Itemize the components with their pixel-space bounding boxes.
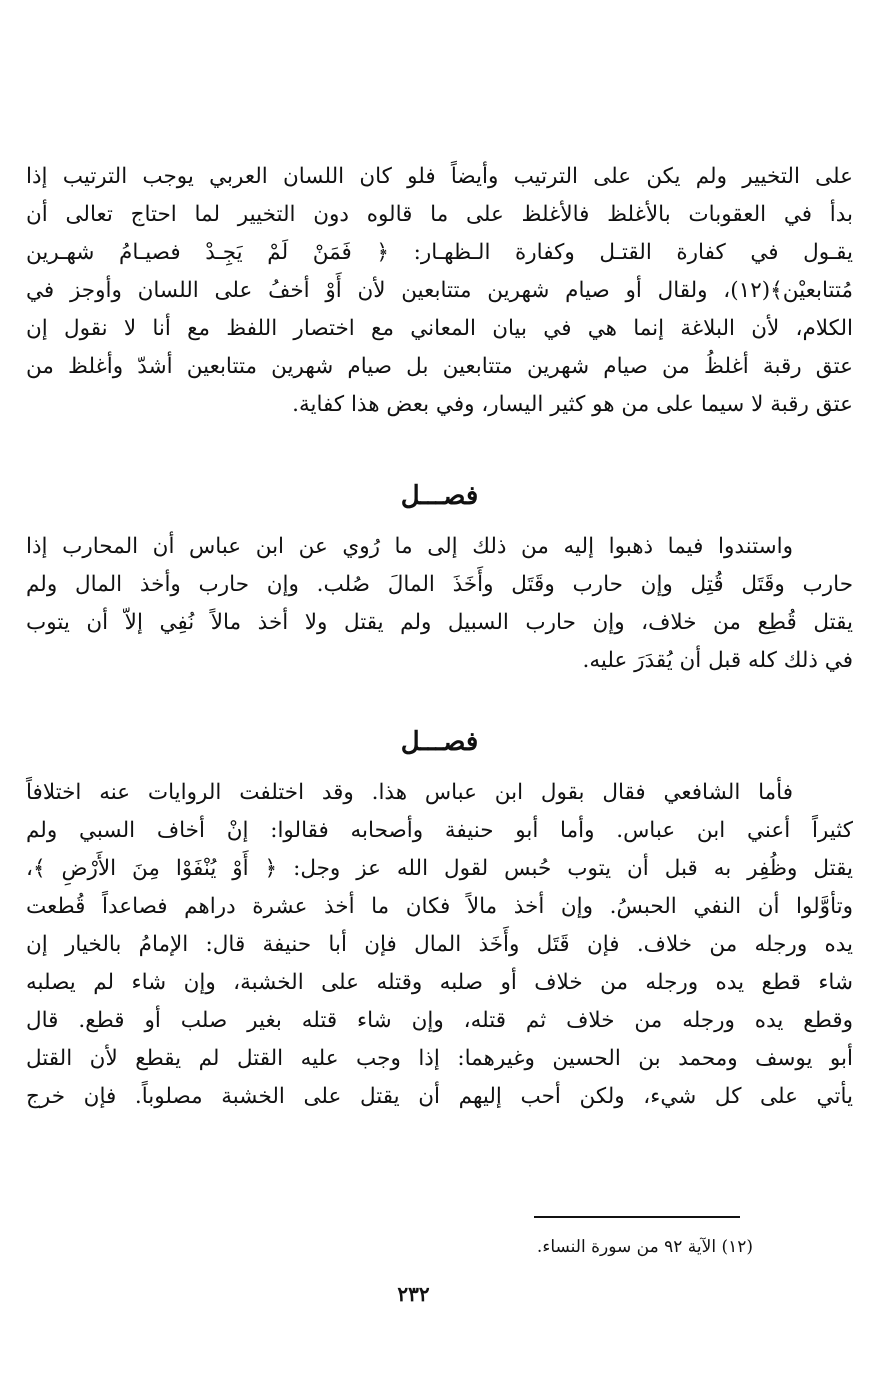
text-line: وقطع يده ورجله من خلاف ثم قتله، وإن شاء قتله بغير صلب أو قطع. قال <box>26 1008 853 1033</box>
section-heading-text: فصـــل <box>400 481 479 511</box>
text-line: فأما الشافعي فقال بقول ابن عباس هذا. وقد اختلفت الروايات عنه اختلافاً <box>26 780 793 805</box>
text-line: يأتي على كل شيء، ولكن أحب إليهم أن يقتل على الخشبة مصلوباً. فإن خرج <box>26 1084 853 1109</box>
section-heading <box>26 722 853 762</box>
text-line: شاء قطع يده ورجله من خلاف أو صلبه وقتله على الخشبة، وإن شاء لم يصلبه <box>26 970 853 995</box>
text-line: حارب وقَتَل قُتِل وإن حارب وقَتَل وأَخَذَ المالَ صُلب. وإن حارب وأخذ المال ولم <box>26 572 853 597</box>
text-line: في ذلك كله قبل أن يُقدَرَ عليه. <box>582 648 853 673</box>
text-line: واستندوا فيما ذهبوا إليه من ذلك إلى ما رُوي عن ابن عباس أن المحارب إذا <box>26 534 793 559</box>
text-line: عتق رقبة لا سيما على من هو كثير اليسار، وفي بعض هذا كفاية. <box>292 392 853 417</box>
text-line: يقتل وظُفِر به قبل أن يتوب حُبس لقول الله عز وجل: ﴿ أَوْ يُنْفَوْا مِنَ الأَرْضِ ﴾، <box>26 856 853 881</box>
text-line: عتق رقبة أغلظُ من صيام شهرين متتابعين بل صيام شهرين متتابعين أشدّ وأغلظ من <box>26 354 853 379</box>
text-line: الكلام، لأن البلاغة إنما هي في بيان المعاني مع اختصار اللفظ مع أنا لا نقول إن <box>26 316 853 341</box>
text-line: يقـول في كفارة القتـل وكفارة الـظهـار: ﴿ فَمَنْ لَمْ يَجِـدْ فصيـامُ شهـرين <box>26 240 853 265</box>
text-line: مُتتابعيْن﴾(١٢)، ولقال أو صيام شهرين متتابعين لأن أَوْ أخفُ على اللسان وأوجز في <box>26 278 853 303</box>
footnote: (١٢) الآية ٩٢ من سورة النساء. <box>536 1237 753 1257</box>
text-line: بدأ في العقوبات بالأغلظ فالأغلظ على ما قالوه دون التخيير لما احتاج تعالى أن <box>26 202 853 227</box>
text-line: أبو يوسف ومحمد بن الحسين وغيرهما: إذا وجب عليه القتل لم يقطع لأن القتل <box>26 1046 853 1071</box>
page-number: ٢٣٢ <box>397 1282 430 1306</box>
section-heading <box>26 476 853 516</box>
text-line: كثيراً أعني ابن عباس. وأما أبو حنيفة وأصحابه فقالوا: إنْ أخاف السبي ولم <box>26 818 853 843</box>
footnote-divider <box>534 1216 740 1218</box>
section-heading-text: فصـــل <box>400 727 479 757</box>
text-line: يقتل قُطِع من خلاف، وإن حارب السبيل ولم يقتل ولا أخذ مالاً نُفِي إلاّ أن يتوب <box>26 610 853 635</box>
text-line: وتأوَّلوا أن النفي الحبسُ. وإن أخذ مالاً فكان ما أخذ عشرة دراهم فصاعداً قُطعت <box>26 894 853 919</box>
text-line: على التخيير ولم يكن على الترتيب وأيضاً فلو كان اللسان العربي يوجب الترتيب إذا <box>26 164 853 189</box>
text-line: يده ورجله من خلاف. فإن قَتَل وأَخَذ المال فإن أبا حنيفة قال: الإمامُ بالخيار إن <box>26 932 853 957</box>
document-page <box>26 0 853 1398</box>
